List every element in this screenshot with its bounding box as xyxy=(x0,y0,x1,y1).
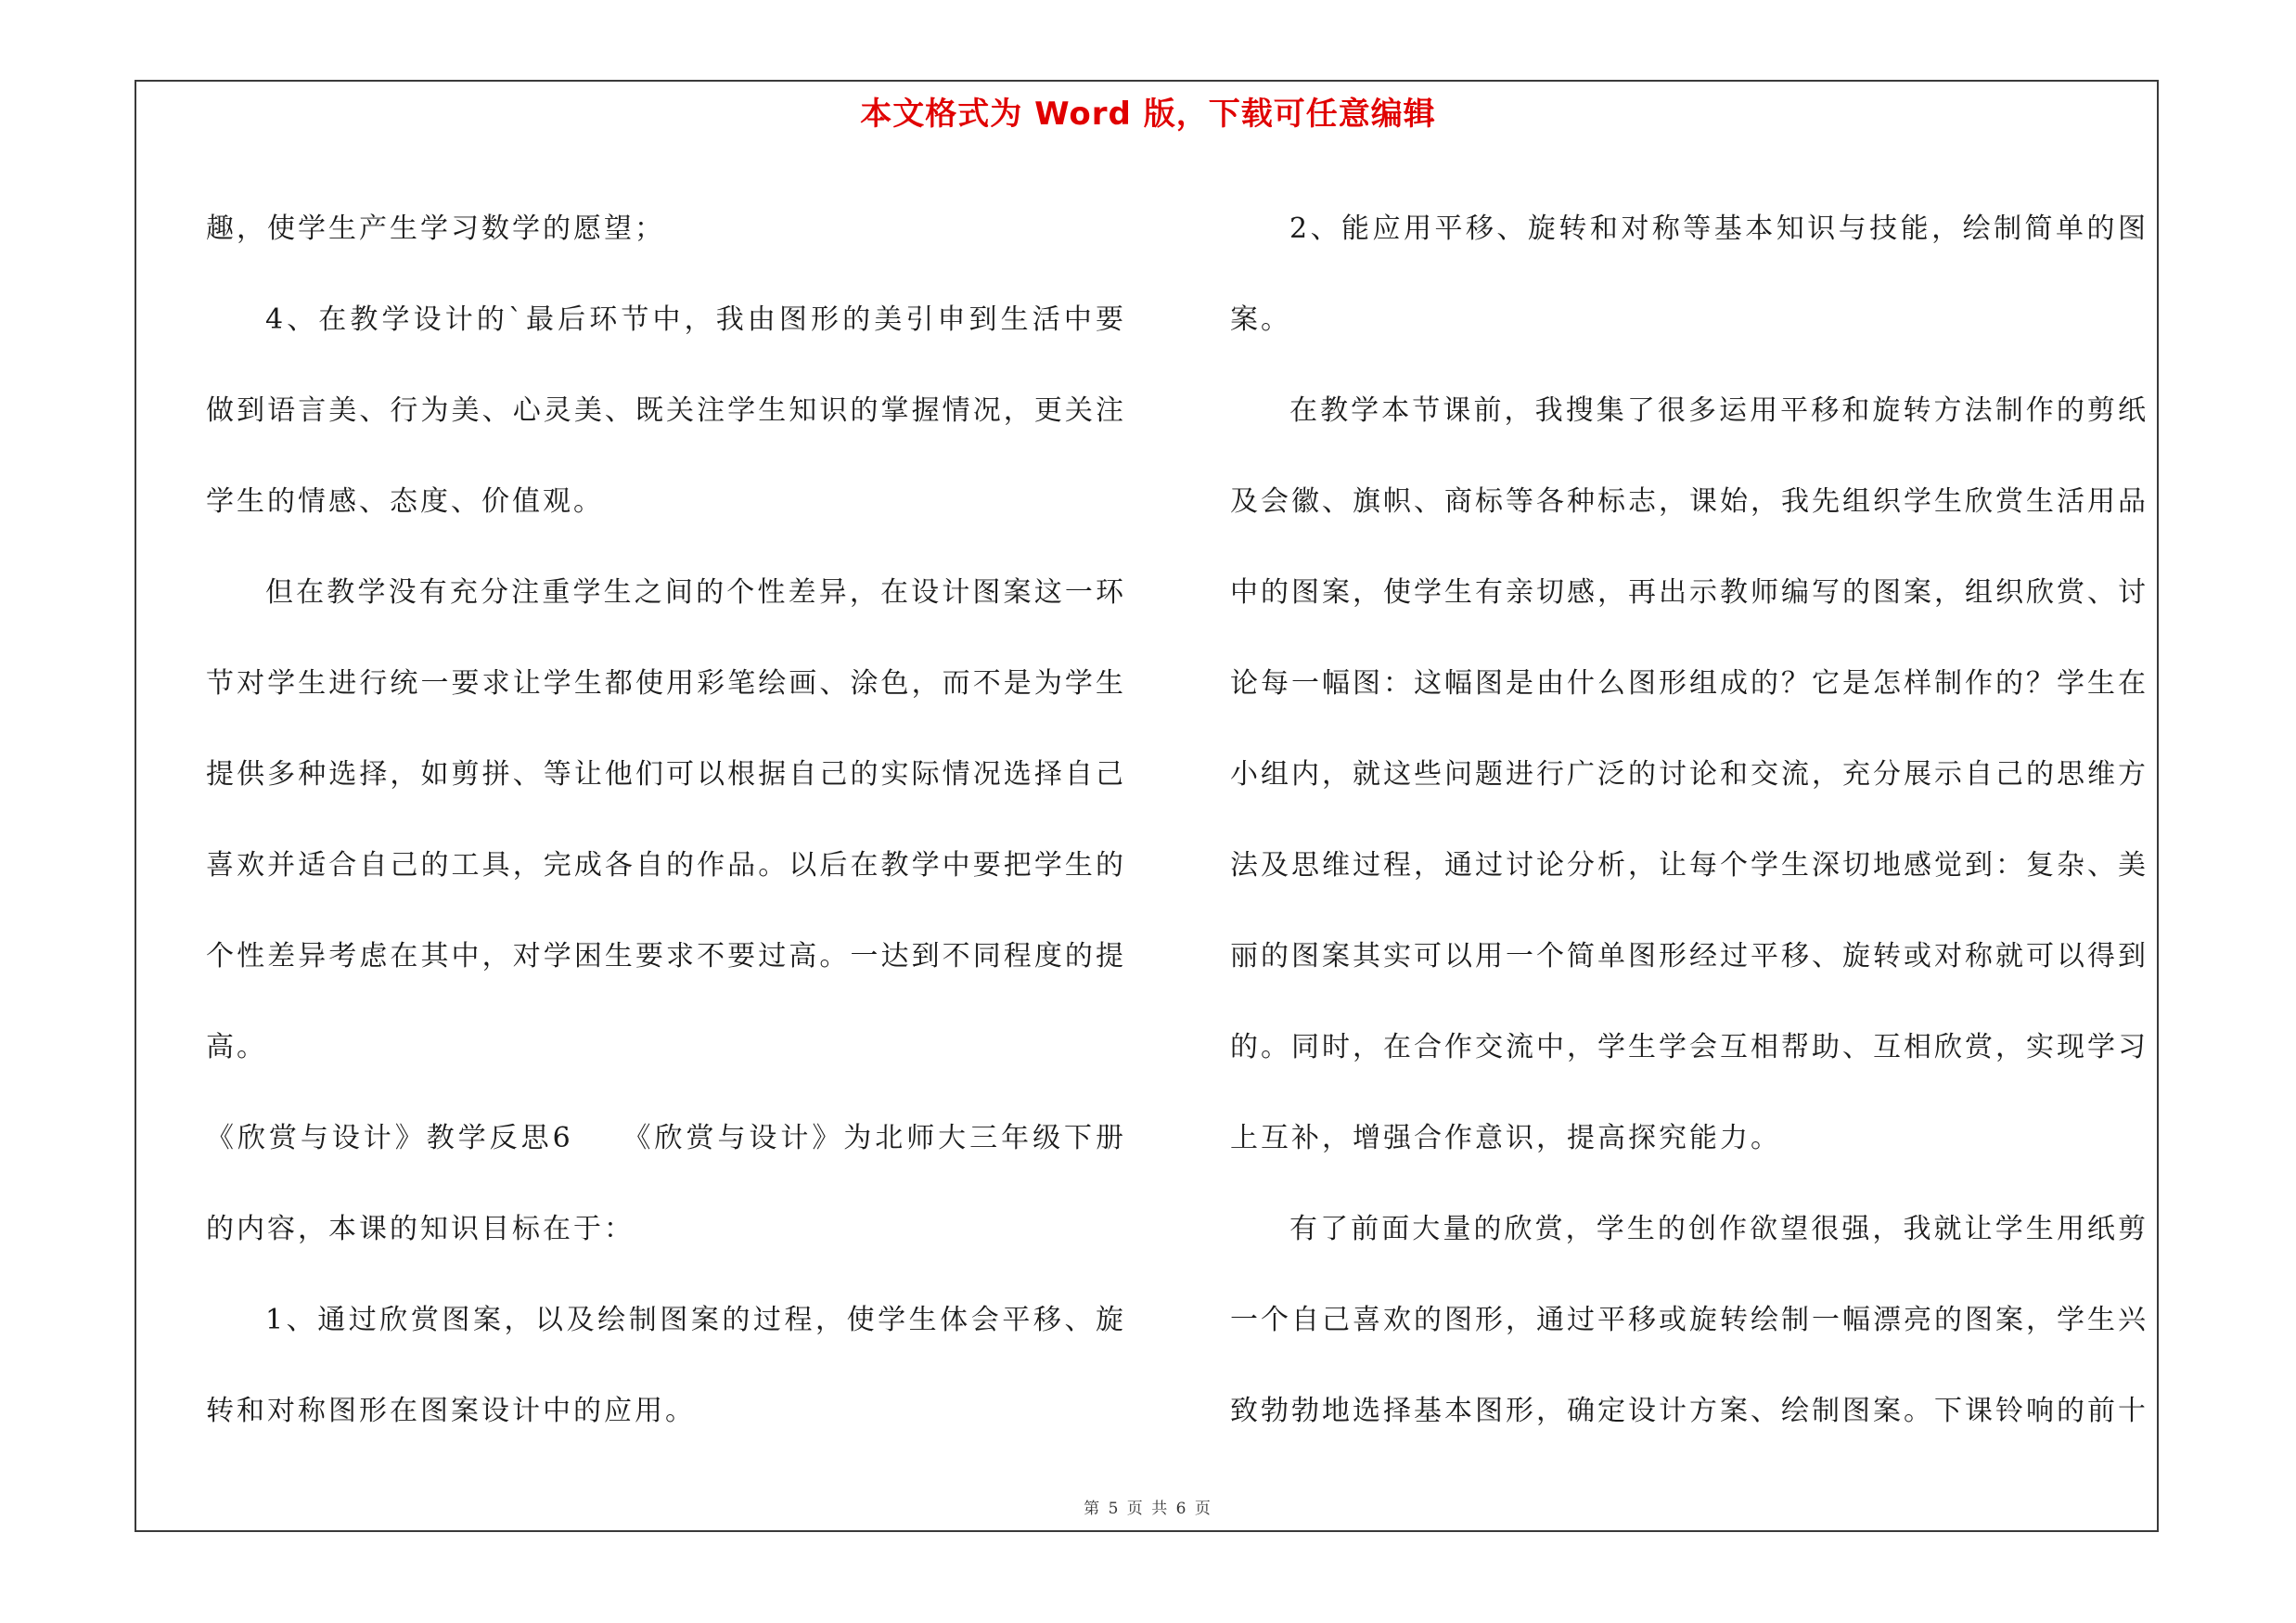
paragraph: 2、能应用平移、旋转和对称等基本知识与技能，绘制简单的图案。 xyxy=(1230,213,2148,336)
paragraph: 1、通过欣赏图案，以及绘制图案的过程，使学生体会平移、旋转和对称图形在图案设计中的应用。 xyxy=(206,1304,1126,1427)
paragraph: 在教学本节课前，我搜集了很多运用平移和旋转方法制作的剪纸及会徽、旗帜、商标等各种标志，课始，我先组织学生欣赏生活用品中的图案，使学生有亲切感，再出示教师编写的图案，组织欣赏、讨论每一幅图：这幅图是由什么图形组成的？它是怎样制作的？学生在小组内，就这些问题进行广泛的讨论和交流，充分展示自己的思维方法及思维过程，通过讨论分析，让每个学生深切地感觉到：复杂、美丽的图案其实可以用一个简单图形经过平移、旋转或对称就可以得到的。同时，在合作交流中，学生学会互相帮助、互相欣赏，实现学习上互补，增强合作意识，提高探究能力。 xyxy=(1230,394,2148,1154)
left-column xyxy=(206,184,1126,1457)
paragraph: 趣，使学生产生学习数学的愿望； xyxy=(206,213,665,245)
paragraph: 4、在教学设计的`最后环节中，我由图形的美引申到生活中要做到语言美、行为美、心灵美、既关注学生知识的掌握情况，更关注学生的情感、态度、价值观。 xyxy=(206,303,1126,518)
paragraph: 有了前面大量的欣赏，学生的创作欲望很强，我就让学生用纸剪一个自己喜欢的图形，通过平移或旋转绘制一幅漂亮的图案，学生兴致勃勃地选择基本图形，确定设计方案、绘制图案。下课铃响的前十 xyxy=(1230,1213,2148,1427)
paragraph: 《欣赏与设计》教学反思6 《欣赏与设计》为北师大三年级下册的内容，本课的知识目标在于： xyxy=(206,1122,1126,1245)
page-number-footer: 第 5 页 共 6 页 xyxy=(1084,1500,1212,1518)
format-notice-banner: 本文格式为 Word 版，下载可任意编辑 xyxy=(860,96,1436,133)
paragraph: 但在教学没有充分注重学生之间的个性差异，在设计图案这一环节对学生进行统一要求让学生都使用彩笔绘画、涂色，而不是为学生提供多种选择，如剪拼、等让他们可以根据自己的实际情况选择自己喜欢并适合自己的工具，完成各自的作品。以后在教学中要把学生的个性差异考虑在其中，对学困生要求不要过高。一达到不同程度的提高。 xyxy=(206,576,1126,1063)
right-column xyxy=(1230,184,2148,1457)
